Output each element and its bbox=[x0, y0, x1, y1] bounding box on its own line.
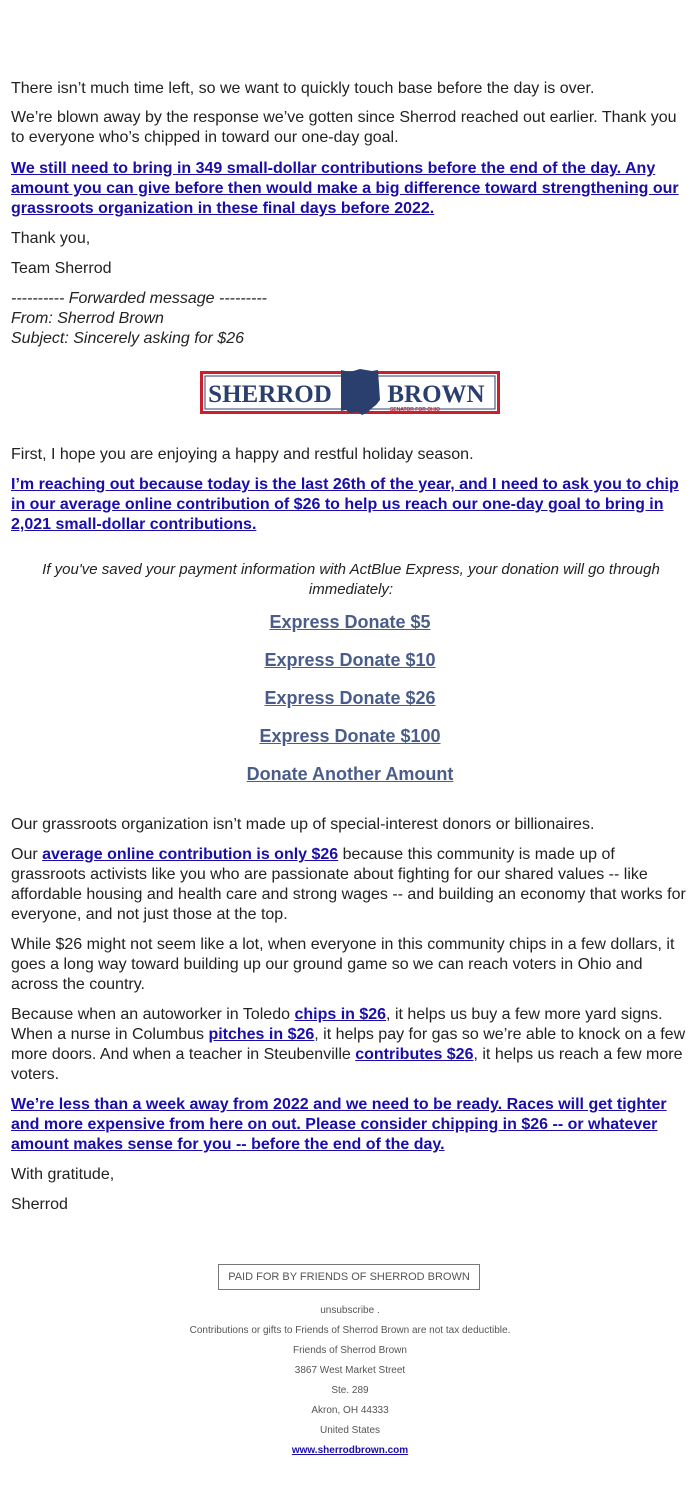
paid-for-disclaimer: PAID FOR BY FRIENDS OF SHERROD BROWN bbox=[218, 1264, 480, 1290]
express-donate-100-button[interactable]: Express Donate $100 bbox=[259, 726, 441, 746]
unsubscribe-link[interactable]: unsubscribe . bbox=[320, 1305, 380, 1316]
logo-tagline: SENATOR FOR OHIO bbox=[389, 407, 441, 413]
forwarded-from: From: Sherrod Brown bbox=[11, 310, 164, 327]
tax-disclaimer: Contributions or gifts to Friends of Sherrod Brown are not tax deductible. bbox=[189, 1325, 511, 1336]
sherrod-brown-logo bbox=[200, 367, 500, 419]
express-donate-10-button[interactable]: Express Donate $10 bbox=[264, 650, 436, 670]
greeting-paragraph: First, I hope you are enjoying a happy and restful holiday season. bbox=[11, 446, 474, 463]
website-link[interactable]: www.sherrodbrown.com bbox=[291, 1445, 409, 1456]
chips-in-link[interactable]: chips in $26 bbox=[294, 1006, 387, 1023]
footer-org: Friends of Sherrod Brown bbox=[293, 1345, 407, 1356]
grassroots-paragraph: Our grassroots organization isn’t made up of special-interest donors or billionaires. bbox=[11, 816, 595, 833]
average-contribution-link[interactable]: average online contribution is only $26 bbox=[42, 846, 339, 863]
examples-text-c: , it helps pay for gas so we’re able to knock on a few more doors. And when a teacher in Steubenville bbox=[11, 1026, 686, 1063]
footer-suite: Ste. 289 bbox=[331, 1385, 369, 1396]
signature: Sherrod bbox=[11, 1196, 68, 1213]
pitches-in-link[interactable]: pitches in $26 bbox=[208, 1026, 315, 1043]
footer-country: United States bbox=[319, 1425, 381, 1436]
express-donate-5-button[interactable]: Express Donate $5 bbox=[269, 612, 431, 632]
reaching-out-link[interactable]: I’m reaching out because today is the last 26th of the year, and I need to ask you to chip in our average online contribution of $26 to help us reach our one-day goal to bring in 2,021 small-dollar contributions. bbox=[11, 476, 679, 533]
actblue-note: If you've saved your payment information with ActBlue Express, your donation will go through immediately: bbox=[42, 561, 660, 598]
thank-you-text: Thank you, bbox=[11, 230, 91, 247]
footer-city: Akron, OH 44333 bbox=[311, 1405, 389, 1416]
intro-paragraph: There isn’t much time left, so we want to quickly touch base before the day is over. bbox=[11, 80, 595, 97]
contribution-goal-link[interactable]: We still need to bring in 349 small-dollar contributions before the end of the day. Any amount you can give before then would make a big difference toward strengthening our grassroots organization in these final days before 2022. bbox=[11, 160, 679, 217]
ground-game-paragraph: While $26 might not seem like a lot, when everyone in this community chips in a few dollars, it goes a long way toward building up our ground game so we can reach voters in Ohio and across the country. bbox=[11, 936, 675, 993]
average-contribution-paragraph bbox=[11, 845, 691, 925]
thanks-paragraph: We’re blown away by the response we’ve gotten since Sherrod reached out earlier. Thank you to everyone who’s chipped in toward our one-day goal. bbox=[11, 109, 677, 146]
examples-paragraph bbox=[11, 1005, 691, 1085]
examples-text-b: , it helps us buy a few more yard signs. When a nurse in Columbus bbox=[11, 1006, 663, 1043]
express-donate-26-button[interactable]: Express Donate $26 bbox=[264, 688, 436, 708]
contributes-link[interactable]: contributes $26 bbox=[355, 1046, 474, 1063]
donate-another-amount-button[interactable]: Donate Another Amount bbox=[246, 764, 454, 784]
forwarded-header: ---------- Forwarded message --------- bbox=[11, 290, 267, 307]
logo-name-left: SHERROD bbox=[208, 381, 332, 408]
examples-text-d: , it helps us reach a few more voters. bbox=[11, 1046, 683, 1083]
examples-text-a: Because when an autoworker in Toledo bbox=[11, 1006, 295, 1023]
closing-appeal-link[interactable]: We’re less than a week away from 2022 and we need to be ready. Races will get tighter and more expensive from here on out. Please consider chipping in $26 -- or whatever amount makes sense for you -- before the end of the day. bbox=[11, 1096, 667, 1153]
footer-street: 3867 West Market Street bbox=[294, 1365, 406, 1376]
gratitude-text: With gratitude, bbox=[11, 1166, 115, 1183]
logo-name-right: BROWN bbox=[387, 381, 485, 408]
average-post: because this community is made up of grassroots activists like you who are passionate about fighting for our shared values -- like affordable housing and health care and strong wages -- and building an economy that works for everyone, and not just those at the top. bbox=[11, 846, 686, 923]
footer-website-row bbox=[0, 1444, 700, 1458]
team-signature: Team Sherrod bbox=[11, 260, 112, 277]
average-pre: Our bbox=[11, 846, 43, 863]
forwarded-subject: Subject: Sincerely asking for $26 bbox=[11, 330, 245, 347]
